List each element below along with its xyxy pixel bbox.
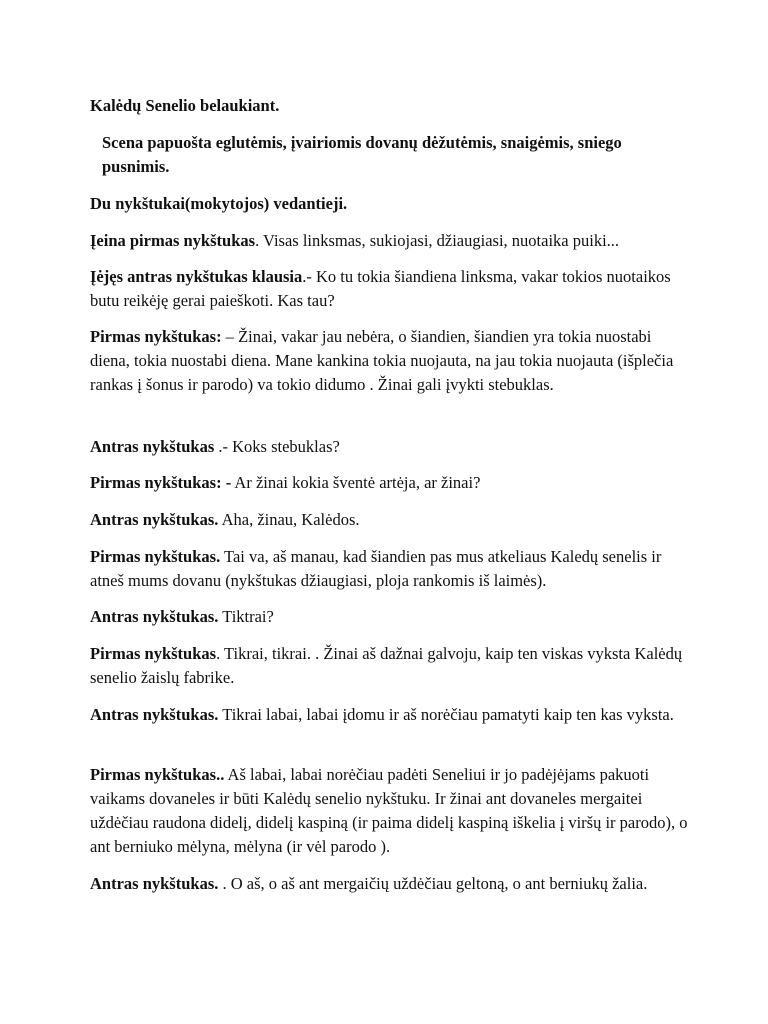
scene-description: Scena papuošta eglutėmis, įvairiomis dovanų dėžutėmis, snaigėmis, sniego pusnimis. [102, 133, 622, 176]
dialogue-text: Aš labai, labai norėčiau padėti Seneliui ir jo padėjėjams pakuoti vaikams dovaneles ir būti Kalėdų senelio nykštuku. Ir žinai ant dovaneles mergaitei uždėčiau raudona didelį, didelį kaspiną (ir paima didelį kaspiną iškelia į viršų ir parodo), o ant berniuko mėlyna, mėlyna (ir vėl parodo ). [90, 765, 688, 856]
hosts-line: Du nykštukai(mokytojos) vedantieji. [90, 194, 348, 213]
dialogue-paragraph [90, 325, 690, 397]
speaker-label: Pirmas nykštukas. [90, 547, 221, 566]
dialogue-text: Tai va, aš manau, kad šiandien pas mus atkeliaus Kaledų senelis ir atneš mums dovanu (nykštukas džiaugiasi, ploja rankomis iš laimės). [90, 547, 662, 590]
dialogue-text: – Žinai, vakar jau nebėra, o šiandien, šiandien yra tokia nuostabi diena, tokia nuostabi diena. Mane kankina tokia nuojauta, na jau tokia nuojauta (išplečia rankas į šonus ir parodo) va tokio didumo . Žinai gali įvykti stebuklas. [90, 327, 674, 394]
dialogue-paragraph [90, 435, 690, 459]
dialogue-text: Tiktrai? [218, 607, 274, 626]
speaker-label: Pirmas nykštukas: [90, 327, 222, 346]
dialogue-text: Aha, žinau, Kalėdos. [218, 510, 360, 529]
dialogue-paragraph [90, 265, 690, 313]
speaker-label: Pirmas nykštukas [90, 644, 217, 663]
document-title: Kalėdų Senelio belaukiant. [90, 96, 280, 115]
dialogue-paragraph [90, 642, 690, 690]
speaker-label: Pirmas nykštukas.. [90, 765, 225, 784]
dialogue-text: . O aš, o aš ant mergaičių uždėčiau geltoną, o ant berniukų žalia. [218, 874, 648, 893]
dialogue-text: Tikrai labai, labai įdomu ir aš norėčiau pamatyti kaip ten kas vyksta. [218, 705, 674, 724]
dialogue-text: .- Ko tu tokia šiandiena linksma, vakar tokios nuotaikos butu reikėję gerai paieškoti. Kas tau? [90, 267, 671, 310]
dialogue-text: . Tikrai, tikrai. . Žinai aš dažnai galvoju, kaip ten viskas vyksta Kalėdų senelio žaislų fabrike. [90, 644, 683, 687]
speaker-label: Įėjęs antras nykštukas klausia [90, 267, 303, 286]
dialogue-paragraph [90, 508, 690, 532]
speaker-label: Antras nykštukas. [90, 607, 219, 626]
dialogue-paragraph [90, 545, 690, 593]
dialogue-paragraph [90, 703, 690, 727]
speaker-label: Antras nykštukas. [90, 510, 219, 529]
speaker-label: Antras nykštukas [90, 437, 215, 456]
dialogue-text: . Visas linksmas, sukiojasi, džiaugiasi, nuotaika puiki... [255, 231, 620, 250]
dialogue-paragraph [90, 872, 690, 896]
speaker-label: Antras nykštukas. [90, 705, 219, 724]
dialogue-text: Ar žinai kokia šventė artėja, ar žinai? [231, 473, 481, 492]
speaker-label: Pirmas nykštukas: - [90, 473, 232, 492]
dialogue-paragraph [90, 471, 690, 495]
dialogue-paragraph [90, 605, 690, 629]
dialogue-paragraph [90, 229, 690, 253]
speaker-label: Įeina pirmas nykštukas [90, 231, 256, 250]
dialogue-text: .- Koks stebuklas? [214, 437, 340, 456]
speaker-label: Antras nykštukas. [90, 874, 219, 893]
dialogue-paragraph [90, 763, 690, 859]
